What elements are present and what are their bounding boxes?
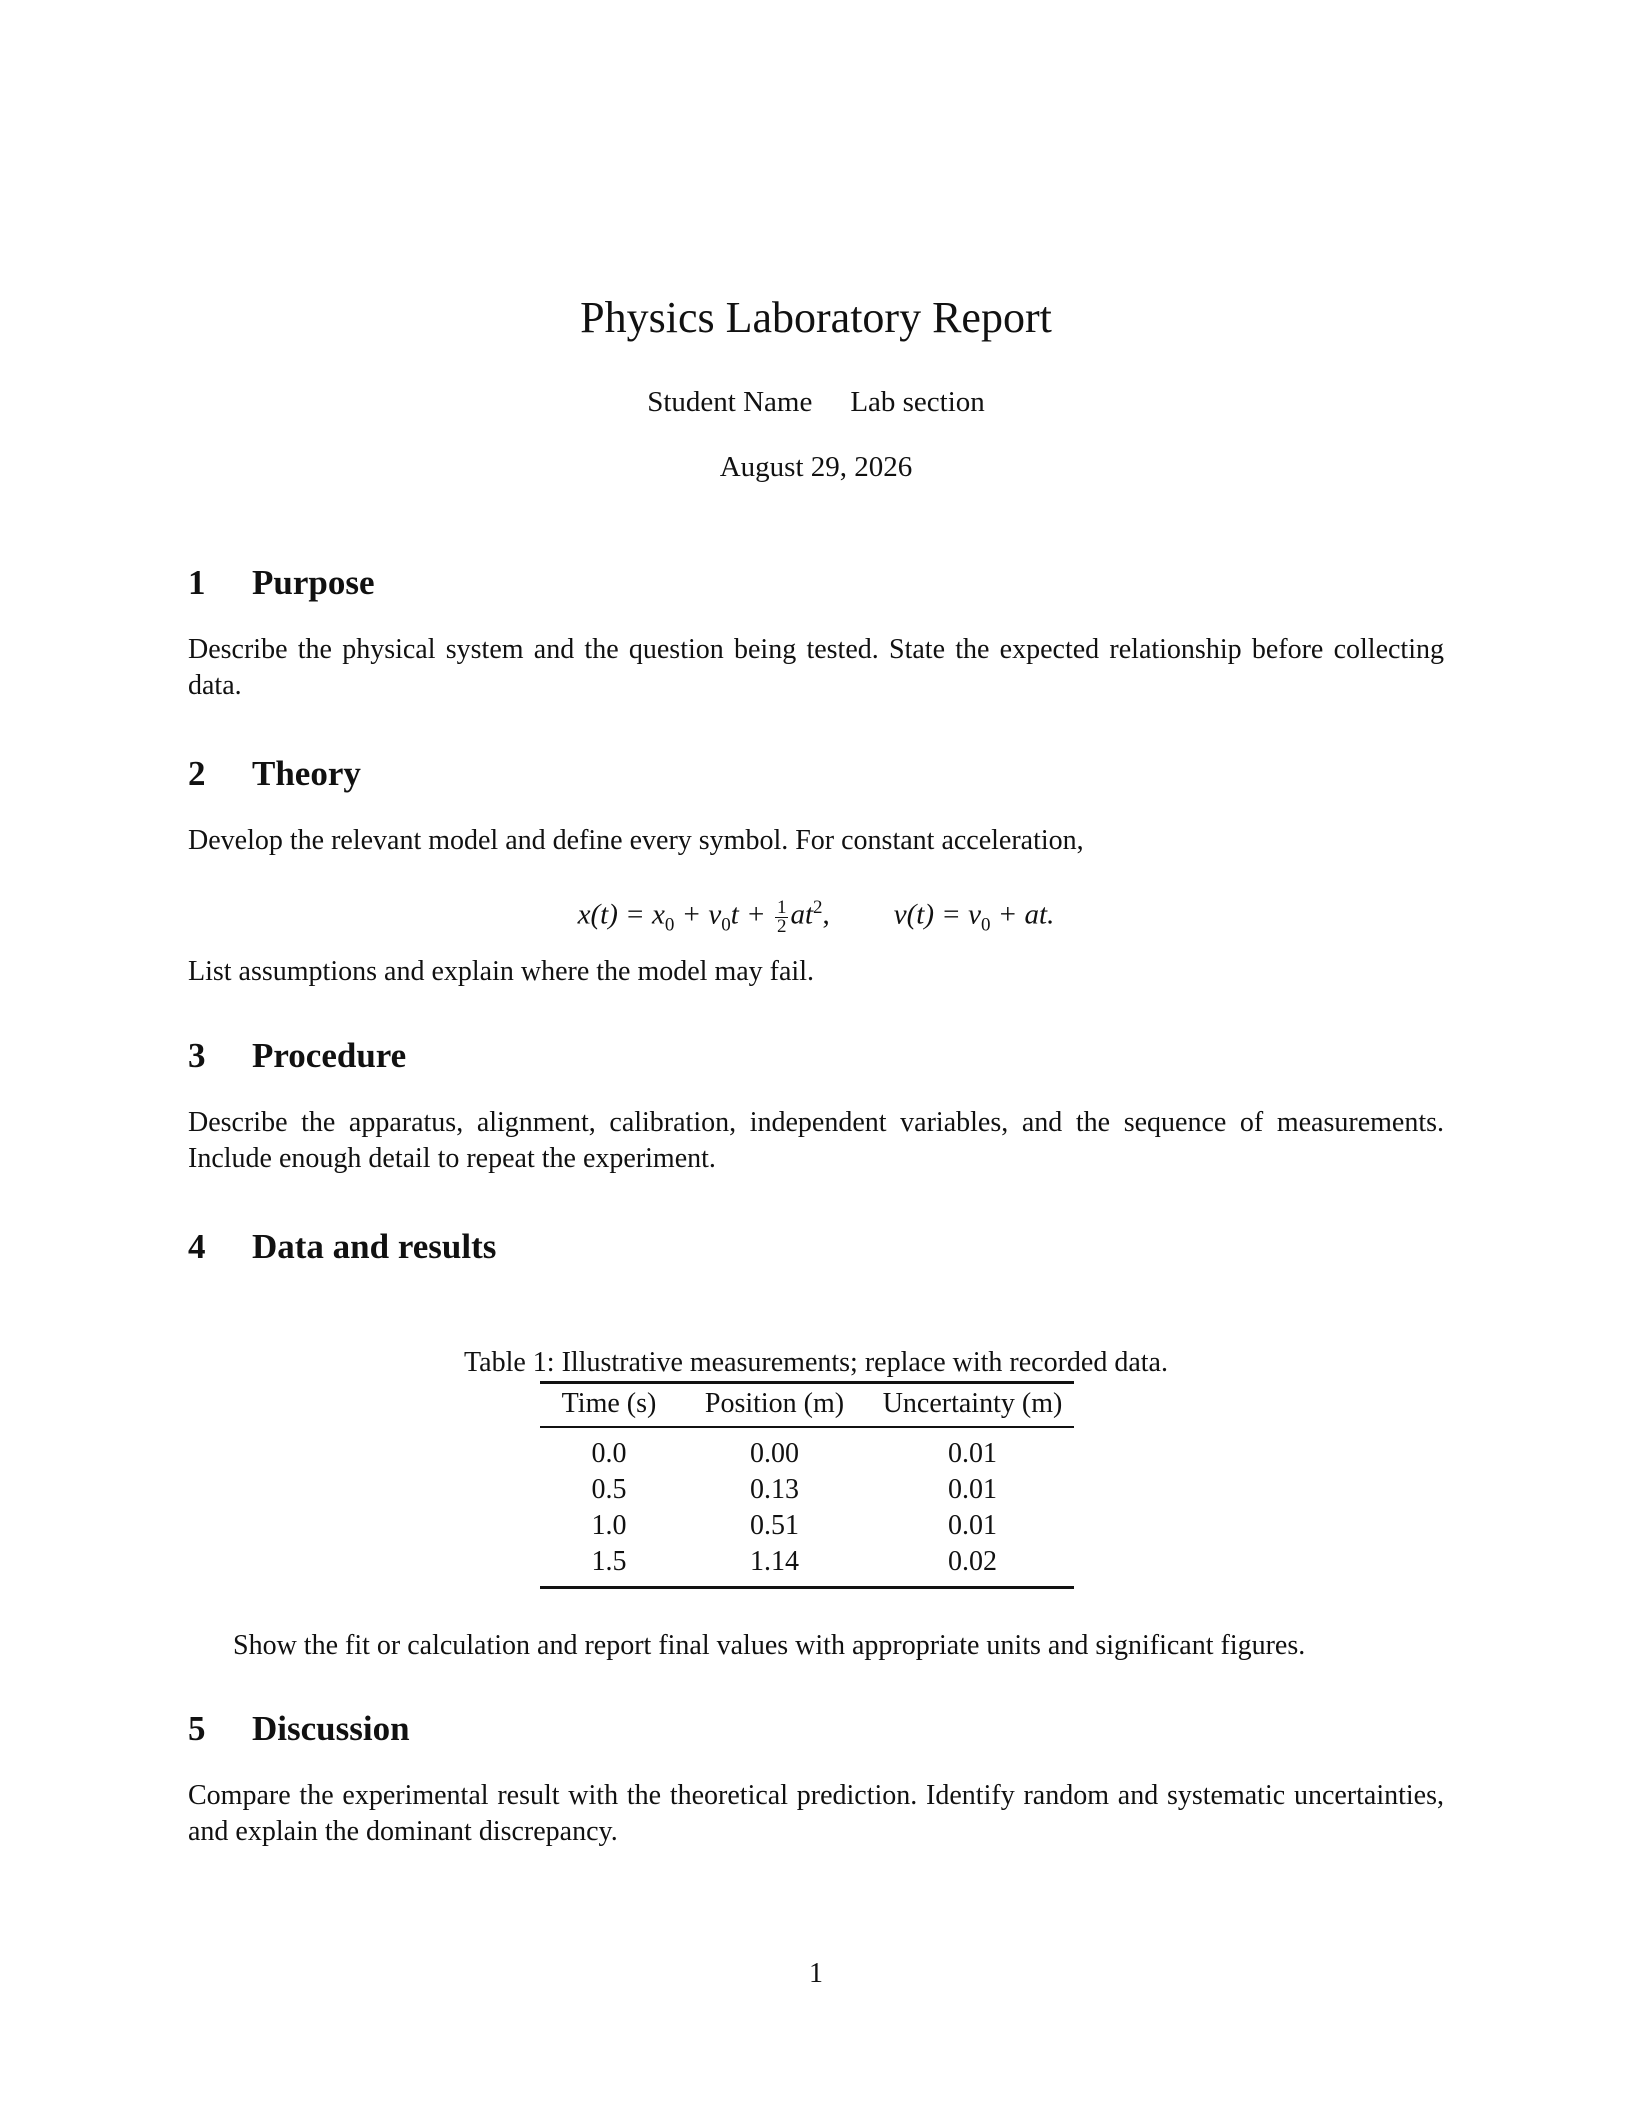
paragraph: List assumptions and explain where the model may fail. <box>188 956 814 987</box>
section-number: 1 <box>188 563 206 602</box>
paragraph: Develop the relevant model and define every symbol. For constant acceleration, <box>188 825 1084 856</box>
section-data-results-continued <box>233 1628 1444 1664</box>
table-cell: 1.5 <box>540 1544 678 1588</box>
table-row <box>540 1508 1074 1544</box>
section-title: Theory <box>252 754 361 793</box>
student-name: Student Name <box>647 386 813 418</box>
fraction-denominator: 2 <box>776 915 787 937</box>
table-cell: 1.14 <box>678 1544 871 1588</box>
table-row <box>540 1472 1074 1508</box>
equation-part: t + <box>730 898 773 931</box>
paragraph: Compare the experimental result with the theoretical prediction. Identify random and systematic uncertainties, and explain the dominant discrepancy. <box>188 1780 1444 1847</box>
table-cell: 1.0 <box>591 1510 627 1541</box>
section-theory <box>188 753 1444 859</box>
table-cell: 0.5 <box>591 1474 627 1505</box>
section-data-results <box>188 1226 1444 1268</box>
fraction <box>775 896 789 937</box>
equation-part: x(t) = x <box>577 898 665 931</box>
section-heading <box>188 1708 1444 1750</box>
equation-subscript: 0 <box>980 914 991 936</box>
table-row <box>540 1544 1074 1588</box>
section-heading <box>188 562 1444 604</box>
section-number: 5 <box>188 1709 206 1748</box>
lab-section: Lab section <box>850 386 985 418</box>
section-discussion <box>188 1708 1444 1850</box>
paragraph: Show the fit or calculation and report final values with appropriate units and significant figures. <box>233 1630 1306 1661</box>
table-cell: 0.01 <box>948 1510 997 1541</box>
section-heading <box>188 1035 1444 1077</box>
section-procedure <box>188 1035 1444 1177</box>
measurements-table <box>540 1381 1074 1589</box>
table-cell: 0.01 <box>948 1474 997 1505</box>
table-cell: 0.00 <box>750 1438 799 1469</box>
table-cell: 0.51 <box>750 1510 799 1541</box>
section-purpose <box>188 562 1444 704</box>
column-header-position: Position (m) <box>678 1383 871 1428</box>
section-title: Purpose <box>252 563 375 602</box>
section-title: Data and results <box>252 1227 497 1266</box>
section-heading <box>188 1226 1444 1268</box>
table-caption: Table 1: Illustrative measurements; replace with recorded data. <box>464 1347 1168 1378</box>
equation-subscript: 0 <box>664 914 675 936</box>
table-row <box>540 1427 1074 1472</box>
section-title: Discussion <box>252 1709 410 1748</box>
paragraph: Describe the physical system and the question being tested. State the expected relationship before collecting data. <box>188 634 1444 701</box>
equation-part: + v <box>674 898 722 931</box>
equation-subscript: 0 <box>721 914 731 936</box>
table-header-row <box>540 1383 1074 1428</box>
section-number: 4 <box>188 1227 206 1266</box>
equation-part: at <box>790 898 813 931</box>
column-header-uncertainty: Uncertainty (m) <box>871 1383 1074 1428</box>
section-title: Procedure <box>252 1036 407 1075</box>
equation-part: + at. <box>990 898 1055 931</box>
equation-part: v(t) = v <box>893 898 981 931</box>
author-line <box>0 385 1632 419</box>
section-heading <box>188 753 1444 795</box>
equation-superscript: 2 <box>813 897 823 918</box>
paragraph: Describe the apparatus, alignment, calibration, independent variables, and the sequence of measurements. Include enough detail to repeat the experiment. <box>188 1107 1444 1174</box>
column-header-time: Time (s) <box>540 1383 678 1428</box>
kinematics-equation <box>0 888 1632 945</box>
page-number: 1 <box>809 1958 823 1989</box>
equation-part: , <box>822 898 830 931</box>
section-number: 3 <box>188 1036 206 1075</box>
report-title: Physics Laboratory Report <box>580 293 1052 342</box>
report-date: August 29, 2026 <box>719 451 913 483</box>
table-cell: 0.01 <box>948 1438 997 1469</box>
section-number: 2 <box>188 754 206 793</box>
table-cell: 0.02 <box>871 1544 1074 1588</box>
table-cell: 0.13 <box>750 1474 799 1505</box>
section-theory-continued <box>188 954 1444 990</box>
fraction-numerator: 1 <box>776 896 787 918</box>
table-cell: 0.0 <box>591 1438 627 1469</box>
